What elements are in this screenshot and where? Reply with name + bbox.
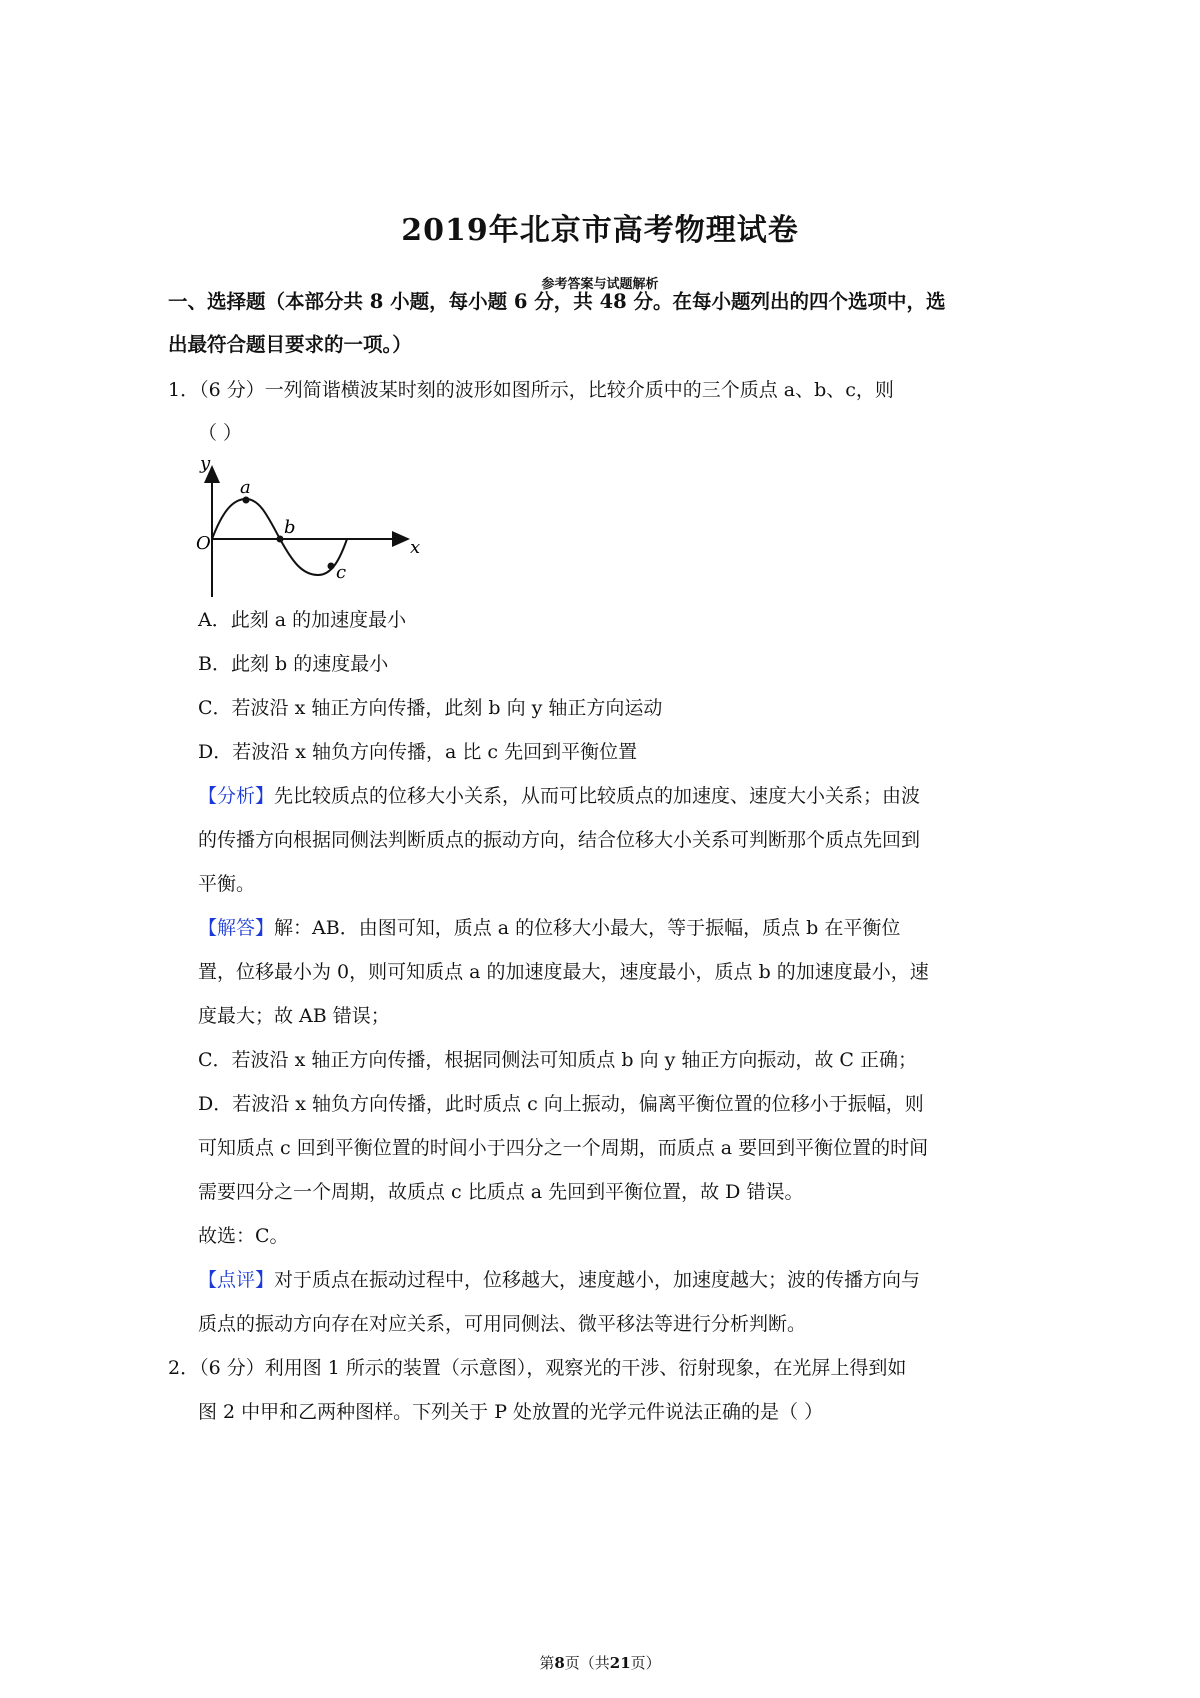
solution-line4: C．若波沿 x 轴正方向传播，根据同侧法可知质点 b 向 y 轴正方向振动，故 C 正确； (198, 1049, 918, 1071)
comment-line1 (198, 1267, 920, 1293)
footer-mid: 页（共 (564, 1654, 610, 1672)
page-title: 2019年北京市高考物理试卷 (401, 213, 799, 248)
analysis-tag: 【分析】 (198, 785, 275, 807)
solution-line2: 置，位移最小为 0，则可知质点 a 的加速度最大，速度最小，质点 b 的加速度最小，速 (198, 961, 929, 983)
solution-line1 (198, 915, 900, 941)
q1-stem-line2: （ ） (198, 422, 243, 444)
page-subtitle: 参考答案与试题解析 (541, 277, 659, 292)
comment-tag: 【点评】 (198, 1269, 275, 1291)
analysis-text: 先比较质点的位移大小关系，从而可比较质点的加速度、速度大小关系；由波 (274, 785, 921, 807)
solution-line8: 故选：C。 (198, 1225, 289, 1247)
solution-text: 解：AB．由图可知，质点 a 的位移大小最大，等于振幅，质点 b 在平衡位 (274, 917, 901, 939)
comment-text: 对于质点在振动过程中，位移越大，速度越小，加速度越大；波的传播方向与 (274, 1269, 921, 1291)
q2-stem-line1: 2．（6 分）利用图 1 所示的装置（示意图），观察光的干涉、衍射现象，在光屏上得到如 (168, 1357, 907, 1379)
q1-option-b: B．此刻 b 的速度最小 (198, 653, 389, 675)
analysis-line2: 的传播方向根据同侧法判断质点的振动方向，结合位移大小关系可判断那个质点先回到 (198, 829, 921, 851)
q1-stem-line1: 1．（6 分）一列简谐横波某时刻的波形如图所示，比较介质中的三个质点 a、b、c，则 (168, 379, 894, 401)
y-axis-label: y (200, 455, 211, 474)
point-b-label: b (284, 517, 296, 538)
q1-option-c: C．若波沿 x 轴正方向传播，此刻 b 向 y 轴正方向运动 (198, 697, 663, 719)
wave-figure (190, 455, 430, 600)
solution-line3: 度最大；故 AB 错误； (198, 1005, 390, 1027)
point-c-label: c (336, 562, 347, 583)
q1-option-d: D．若波沿 x 轴负方向传播，a 比 c 先回到平衡位置 (198, 741, 638, 763)
solution-line7: 需要四分之一个周期，故质点 c 比质点 a 先回到平衡位置，故 D 错误。 (198, 1181, 804, 1203)
solution-line6: 可知质点 c 回到平衡位置的时间小于四分之一个周期，而质点 a 要回到平衡位置的时间 (198, 1137, 929, 1159)
footer-total-pages: 21 (609, 1654, 631, 1672)
analysis-line1 (198, 783, 920, 809)
point-b-marker (277, 536, 284, 543)
section-heading-line2: 出最符合题目要求的一项。） (168, 333, 412, 356)
origin-label: O (196, 533, 211, 554)
footer-suffix: 页） (630, 1654, 661, 1672)
x-axis-label: x (410, 537, 421, 558)
page-footer (0, 1652, 1200, 1673)
footer-page-number: 8 (554, 1654, 565, 1672)
q2-stem-line2: 图 2 中甲和乙两种图样。下列关于 P 处放置的光学元件说法正确的是（ ） (198, 1401, 824, 1423)
section-heading-line1: 一、选择题（本部分共 8 小题，每小题 6 分，共 48 分。在每小题列出的四个选项中，选 (168, 290, 946, 313)
analysis-line3: 平衡。 (198, 873, 256, 895)
solution-tag: 【解答】 (198, 917, 275, 939)
point-c-marker (328, 563, 335, 570)
footer-prefix: 第 (539, 1654, 555, 1672)
comment-line2: 质点的振动方向存在对应关系，可用同侧法、微平移法等进行分析判断。 (198, 1313, 807, 1335)
point-a-label: a (240, 477, 251, 498)
solution-line5: D．若波沿 x 轴负方向传播，此时质点 c 向上振动，偏离平衡位置的位移小于振幅，则 (198, 1093, 924, 1115)
q1-option-a: A．此刻 a 的加速度最小 (198, 609, 407, 631)
